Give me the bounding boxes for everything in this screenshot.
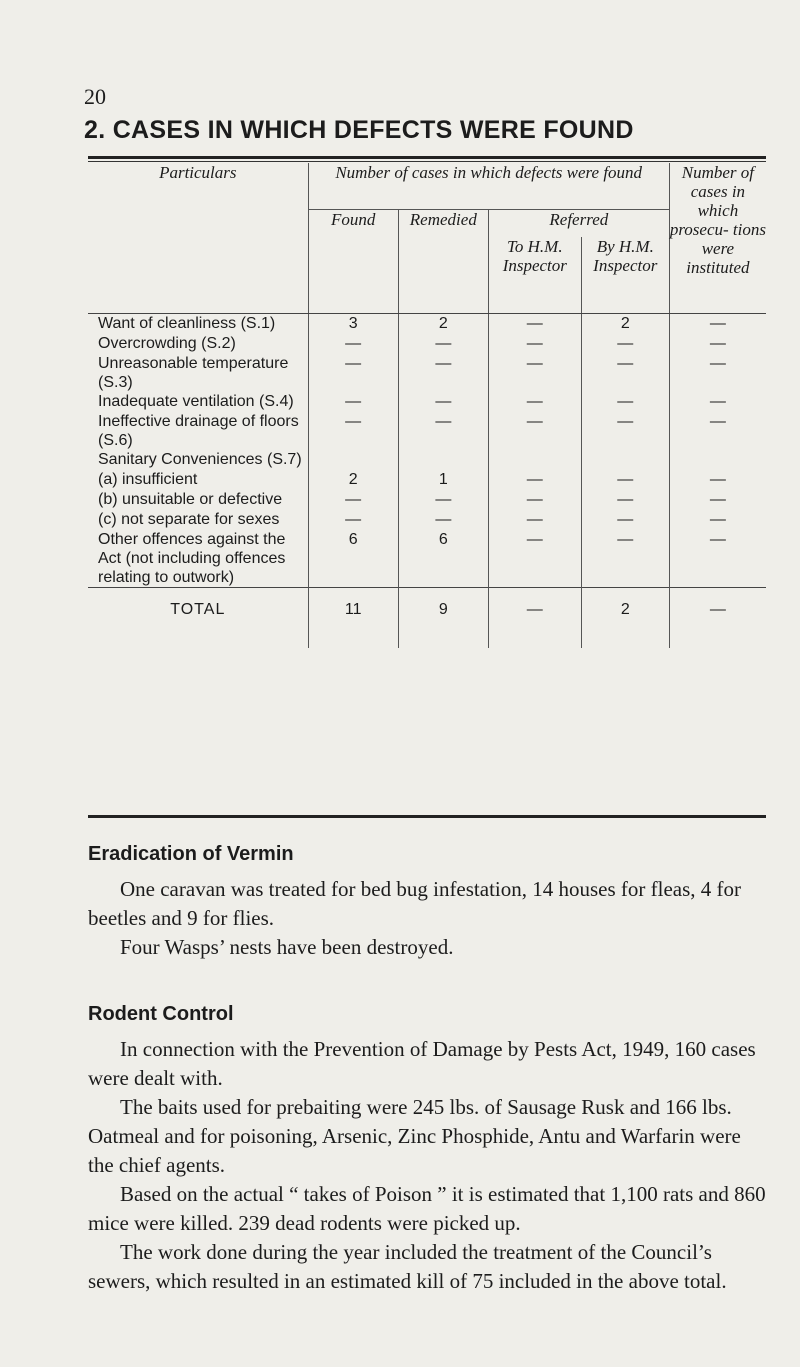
table-row [88, 314, 766, 335]
cell-found: 2 [308, 470, 398, 490]
table-row [88, 412, 766, 450]
row-label: (b) unsuitable or defective [98, 491, 283, 508]
row-label: (c) not separate for sexes [98, 511, 280, 528]
cell-found: — [308, 490, 398, 510]
total-to-hm: — [488, 588, 581, 649]
row-label: Inadequate ventilation (S.4) [98, 393, 294, 410]
table-row [88, 510, 766, 530]
cell-prosecutions: — [669, 530, 766, 588]
page-number: 20 [84, 84, 106, 109]
total-label: TOTAL [170, 601, 226, 618]
table-row [88, 334, 766, 354]
cell-to-hm: — [488, 470, 581, 490]
defects-table [88, 163, 766, 648]
cell-by-hm: — [581, 412, 669, 450]
total-prosecutions: — [669, 588, 766, 649]
row-label: Want of cleanliness (S.1) [98, 315, 276, 332]
cell-remedied: — [398, 354, 488, 392]
cell-by-hm: — [581, 354, 669, 392]
cell-found [308, 450, 398, 470]
total-remedied: 9 [398, 588, 488, 649]
cell-remedied: — [398, 490, 488, 510]
cell-to-hm: — [488, 490, 581, 510]
cell-remedied: 2 [398, 314, 488, 335]
table-row [88, 530, 766, 588]
cell-to-hm: — [488, 530, 581, 588]
table-row [88, 490, 766, 510]
cell-prosecutions: — [669, 510, 766, 530]
cell-to-hm: — [488, 392, 581, 412]
rodent-paragraph-3: Based on the actual “ takes of Poison ” it is estimated that 1,100 rats and 860 mice were killed. 239 dead rodents were picked up. [88, 1182, 766, 1235]
row-label: Unreasonable temperature (S.3) [98, 355, 289, 391]
table-row [88, 392, 766, 412]
table-top-rule-thin [88, 161, 766, 162]
col-header-by-hm-inspector: By H.M. Inspector [581, 237, 669, 277]
cell-remedied [398, 450, 488, 470]
vermin-paragraph-2: Four Wasps’ nests have been destroyed. [120, 935, 454, 959]
cell-remedied: — [398, 334, 488, 354]
cell-to-hm: — [488, 412, 581, 450]
table-top-rule [88, 156, 766, 159]
rodent-heading: Rodent Control [88, 1003, 234, 1025]
col-header-group: Number of cases in which defects were found [308, 163, 669, 210]
cell-prosecutions: — [669, 392, 766, 412]
rodent-paragraph-2: The baits used for prebaiting were 245 lbs. of Sausage Rusk and 166 lbs. Oatmeal and for poisoning, Arsenic, Zinc Phosphide, Antu and Warfarin were the chief agents. [88, 1095, 741, 1177]
cell-prosecutions: — [669, 354, 766, 392]
cell-remedied: — [398, 510, 488, 530]
cell-by-hm: — [581, 334, 669, 354]
total-row [88, 588, 766, 649]
cell-by-hm: — [581, 490, 669, 510]
vermin-section [88, 840, 768, 962]
cell-by-hm: — [581, 470, 669, 490]
col-header-to-hm-inspector: To H.M. Inspector [488, 237, 581, 277]
page-title: 2. CASES IN WHICH DEFECTS WERE FOUND [84, 116, 634, 144]
cell-by-hm [581, 450, 669, 470]
cell-found: — [308, 392, 398, 412]
col-header-prosecutions: Number of cases in which prosecu- tions were instituted [669, 163, 766, 277]
cell-by-hm: — [581, 530, 669, 588]
cell-prosecutions: — [669, 490, 766, 510]
cell-found: — [308, 354, 398, 392]
cell-to-hm [488, 450, 581, 470]
table-row [88, 354, 766, 392]
row-label: (a) insufficient [98, 471, 198, 488]
col-header-particulars: Particulars [159, 163, 237, 182]
col-header-remedied: Remedied [398, 210, 488, 278]
cell-to-hm: — [488, 314, 581, 335]
total-by-hm: 2 [581, 588, 669, 649]
cell-by-hm: — [581, 510, 669, 530]
cell-found: — [308, 510, 398, 530]
table-bottom-rule [88, 815, 766, 818]
vermin-paragraph-1: One caravan was treated for bed bug infestation, 14 houses for fleas, 4 for beetles and 9 for flies. [88, 877, 742, 930]
row-label: Other offences against the Act (not including offences relating to outwork) [98, 531, 286, 586]
rodent-paragraph-4: The work done during the year included the treatment of the Council’s sewers, which resulted in an estimated kill of 75 included in the above total. [88, 1240, 727, 1293]
col-header-referred: Referred [488, 210, 669, 238]
rodent-section [88, 1000, 768, 1296]
cell-found: 6 [308, 530, 398, 588]
cell-found: — [308, 334, 398, 354]
cell-to-hm: — [488, 510, 581, 530]
cell-prosecutions: — [669, 334, 766, 354]
cell-remedied: 1 [398, 470, 488, 490]
col-header-found: Found [308, 210, 398, 278]
total-found: 11 [308, 588, 398, 649]
rodent-paragraph-1: In connection with the Prevention of Damage by Pests Act, 1949, 160 cases were dealt with. [88, 1037, 756, 1090]
row-label: Sanitary Conveniences (S.7) [98, 451, 302, 468]
cell-remedied: — [398, 412, 488, 450]
cell-prosecutions: — [669, 412, 766, 450]
cell-by-hm: 2 [581, 314, 669, 335]
cell-found: 3 [308, 314, 398, 335]
table-row [88, 450, 766, 470]
cell-remedied: 6 [398, 530, 488, 588]
cell-remedied: — [398, 392, 488, 412]
cell-prosecutions: — [669, 470, 766, 490]
vermin-heading: Eradication of Vermin [88, 843, 294, 865]
cell-to-hm: — [488, 354, 581, 392]
cell-by-hm: — [581, 392, 669, 412]
row-label: Ineffective drainage of floors (S.6) [98, 413, 299, 449]
cell-found: — [308, 412, 398, 450]
cell-to-hm: — [488, 334, 581, 354]
table-row [88, 470, 766, 490]
cell-prosecutions [669, 450, 766, 470]
row-label: Overcrowding (S.2) [98, 335, 236, 352]
cell-prosecutions: — [669, 314, 766, 335]
